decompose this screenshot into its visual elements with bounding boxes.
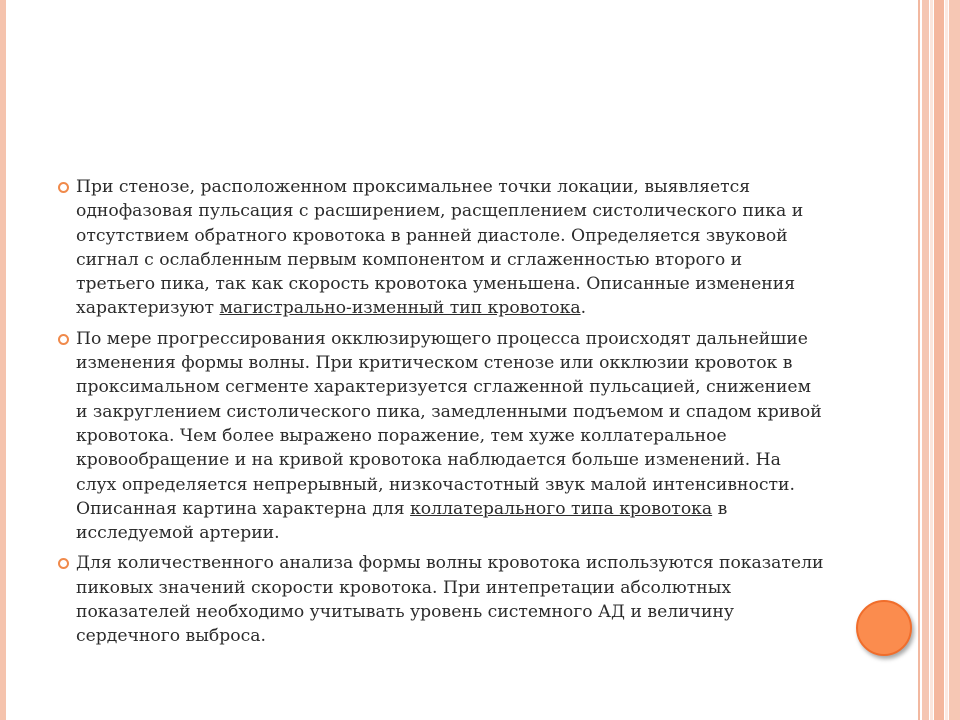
bullet-text: При стенозе, расположенном проксимальнее точки локации, выявляется однофазовая пульсация с расширением, расщеплением систолического пика и отсутствием обратного кровотока в ранней диастоле. Определяется звуковой сигнал с ослабленным первым компонентом и сглаженностью второго и третьего пика, так как скорость кровотока уменьшена. Описанные изменения характеризуют [76,177,804,319]
link-main-flow-type[interactable]: магистрально-изменный тип кровотока [219,298,581,319]
bullet-text: . [580,298,587,319]
left-border-decoration [0,0,6,720]
bullet-circle-icon [58,334,69,345]
right-stripe-decoration [945,0,948,720]
right-stripe-decoration [934,0,944,720]
bullet-text: По мере прогрессирования окклюзирующего процесса происходят дальнейшие изменения формы волны. При критическом стенозе или окклюзии кровоток в проксимальном сегменте характеризуется сглаженной пульсацией, снижением и закруглением систолического пика, замедленными подъемом и спадом кривой кровотока. Чем более выражено поражение, тем хуже коллатеральное кровообращение и на кривой кровотока наблюдается больше изменений. На слух определяется непрерывный, низкочастотный звук малой интенсивности. Описанная картина характерна для [76,328,822,519]
right-stripe-decoration [949,0,960,720]
bullet-circle-icon [58,182,69,193]
bullet-circle-icon [58,558,69,569]
bullet-item [56,551,826,648]
bullet-text: в исследуемой артерии. [76,498,728,544]
right-stripe-decoration [930,0,933,720]
right-stripe-decoration [922,0,929,720]
slide-body [56,175,826,655]
bullet-item [56,175,826,321]
bullet-item [56,327,826,546]
right-stripe-decoration [918,0,920,720]
bullet-text: Для количественного анализа формы волны кровотока используются показатели пиковых значений скорости кровотока. При интепретации абсолютных показателей необходимо учитывать уровень системного АД и величину сердечного выброса. [76,553,824,647]
orange-circle-decoration [856,600,912,656]
link-collateral-flow-type[interactable]: коллатерального типа кровотока [410,498,713,519]
